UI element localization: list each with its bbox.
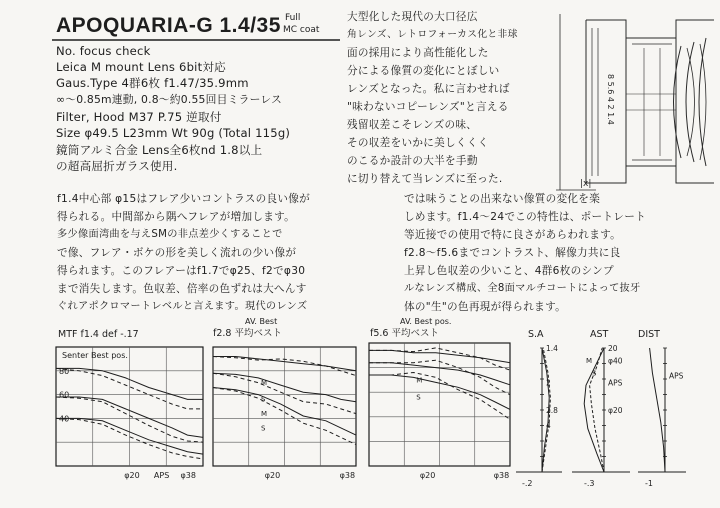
y-tick-label: 4 [546,420,551,430]
y-tick-label: 20 [608,344,618,353]
x-tick-label: φ38 [180,471,196,480]
x-tick-label: APS [153,471,170,480]
note-line: レンズとなった。私に言わせれば [347,83,510,95]
f28-chart-title: f2.8 平均ベスト [213,328,282,339]
note-line: まで消失します。色収差、倍率の色ずれは大へんす [57,283,307,295]
note-line: その収差をいかに美しくくく [347,137,489,149]
ast-chart-title: AST [590,329,609,340]
x-tick-label: φ20 [419,471,436,480]
spec-line: Size φ49.5 L23mm Wt 90g (Total 115g) [56,126,291,140]
sa-chart-title: S.A [528,329,544,340]
mtf-f56-chart [368,341,512,480]
astigmatism-chart [568,340,634,490]
y-tick-label: APS [608,378,623,388]
spec-line: Gaus.Type 4群6枚 f1.47/35.9mm [56,76,249,90]
f56-chart-title-top: AV. Best pos. [400,317,452,326]
note-line: に切り替えて当レンズに至った. [347,173,503,185]
note-line: しめます。f1.4〜24でこの特性は、ポートレート [404,211,646,223]
f56-chart-title: f5.6 平均ベスト [370,328,439,339]
spec-line: Leica M mount Lens 6bit対応 [56,60,226,74]
x-tick-label: φ38 [493,471,510,480]
note-line: 分による像質の変化にとぼしい [347,65,500,77]
note-line: "味わないコピーレンズ"と言える [347,101,509,113]
y-tick-label: φ40 [608,356,623,366]
aberration-curve [650,348,665,472]
x-tick-label: φ20 [264,471,281,480]
spec-line: Filter, Hood M37 P.75 逆取付 [56,110,222,124]
note-line: 等近接での使用で特に良さがあらわれます。 [404,229,622,241]
note-line: 得られます。このフレアーはf1.7でφ25、f2でφ30 [57,265,306,277]
full-label: Full [285,13,301,23]
aberration-curve [584,348,604,472]
y-tick-label: φ20 [608,406,623,415]
note-line: 面の採用により高性能化した [347,47,489,59]
note-line: f2.8〜f5.6までコントラスト、解像力共に良 [404,247,621,259]
spec-line: ∞〜0.85m連動, 0.8〜約0.55回目ミラーレス [56,93,283,106]
series-label: M [586,356,593,365]
note-line: 体の"生"の色再現が得られます。 [404,301,567,313]
f28-chart-title-top: AV. Best [245,317,278,326]
x-tick-label: φ20 [124,471,140,480]
series-label: M [261,410,268,418]
title-underline [52,38,342,42]
mtf-chart-title: MTF f1.4 def -.17 [58,329,139,340]
note-line: で像、フレア・ボケの形を美しく流れの少い像が [57,247,297,259]
note-line: 残留収差こそレンズの味、 [347,119,478,131]
note-line: ぐれアポクロマートレベルと言えます。現代のレンズ [57,301,308,312]
series-label: S [416,393,421,402]
x-tick-label: -.3 [584,479,595,488]
note-line: 上昇し色収差の少いこと、4群6枚のシンプ [404,265,614,277]
engraving-scale: 8 5.6 4 2 1.4 [606,74,615,125]
note-line: のこるか設計の大半を手動 [347,155,478,167]
y-tick-label: APS [669,371,684,381]
spec-line: No. focus check [56,44,151,58]
x-tick-label: -1 [645,479,653,488]
lens-cross-section-drawing [556,8,718,193]
y-tick-label: 1.4 [546,344,558,353]
note-line: 得られる。中間部から隅へフレアが増加します。 [57,211,296,223]
mtf-chart-subtitle: Senter Best pos. [62,351,128,360]
x-tick-label: -.2 [522,479,533,488]
series-label: S [261,395,266,404]
distortion-chart [634,340,690,490]
x-tick-label: φ38 [339,471,356,480]
spec-line: の超高屈折ガラス使用. [56,159,178,173]
series-label: S [261,424,266,433]
series-label: M [261,379,268,388]
note-line: ルなレンズ構成、全8面マルチコートによって抜牙 [404,283,641,294]
spec-line: 鏡筒アルミ合金 Lens全6枚nd 1.8以上 [56,143,263,157]
mtf-f28-chart [212,345,358,480]
lens-name-title: APOQUARIA-G 1.4/35 [56,14,281,37]
note-line: 角レンズ、レトロフォーカス化と非球 [347,29,518,40]
note-line: 大型化した現代の大口径広 [347,11,478,23]
x-dimension-mark: |x| [580,179,592,189]
series-label: M [416,376,423,385]
y-tick-label: 60 [59,390,70,400]
mtf-f14-chart [55,345,205,480]
note-line: では味うことの出来ない像質の変化を楽 [404,193,601,205]
y-tick-label: 2 [546,378,551,388]
spherical-aberration-chart [512,340,566,490]
dist-chart-title: DIST [638,329,660,340]
mc-coat-label: MC coat [283,25,320,35]
note-line: f1.4中心部 φ15はフレア少いコントラスの良い像が [57,193,311,205]
y-tick-label: 2.8 [546,406,558,415]
y-tick-label: 80 [59,366,70,376]
series-label: S [592,369,597,378]
y-tick-label: 40 [59,414,70,424]
note-line: 多少像面湾曲を与えSMの非点差少くすることで [57,229,283,240]
